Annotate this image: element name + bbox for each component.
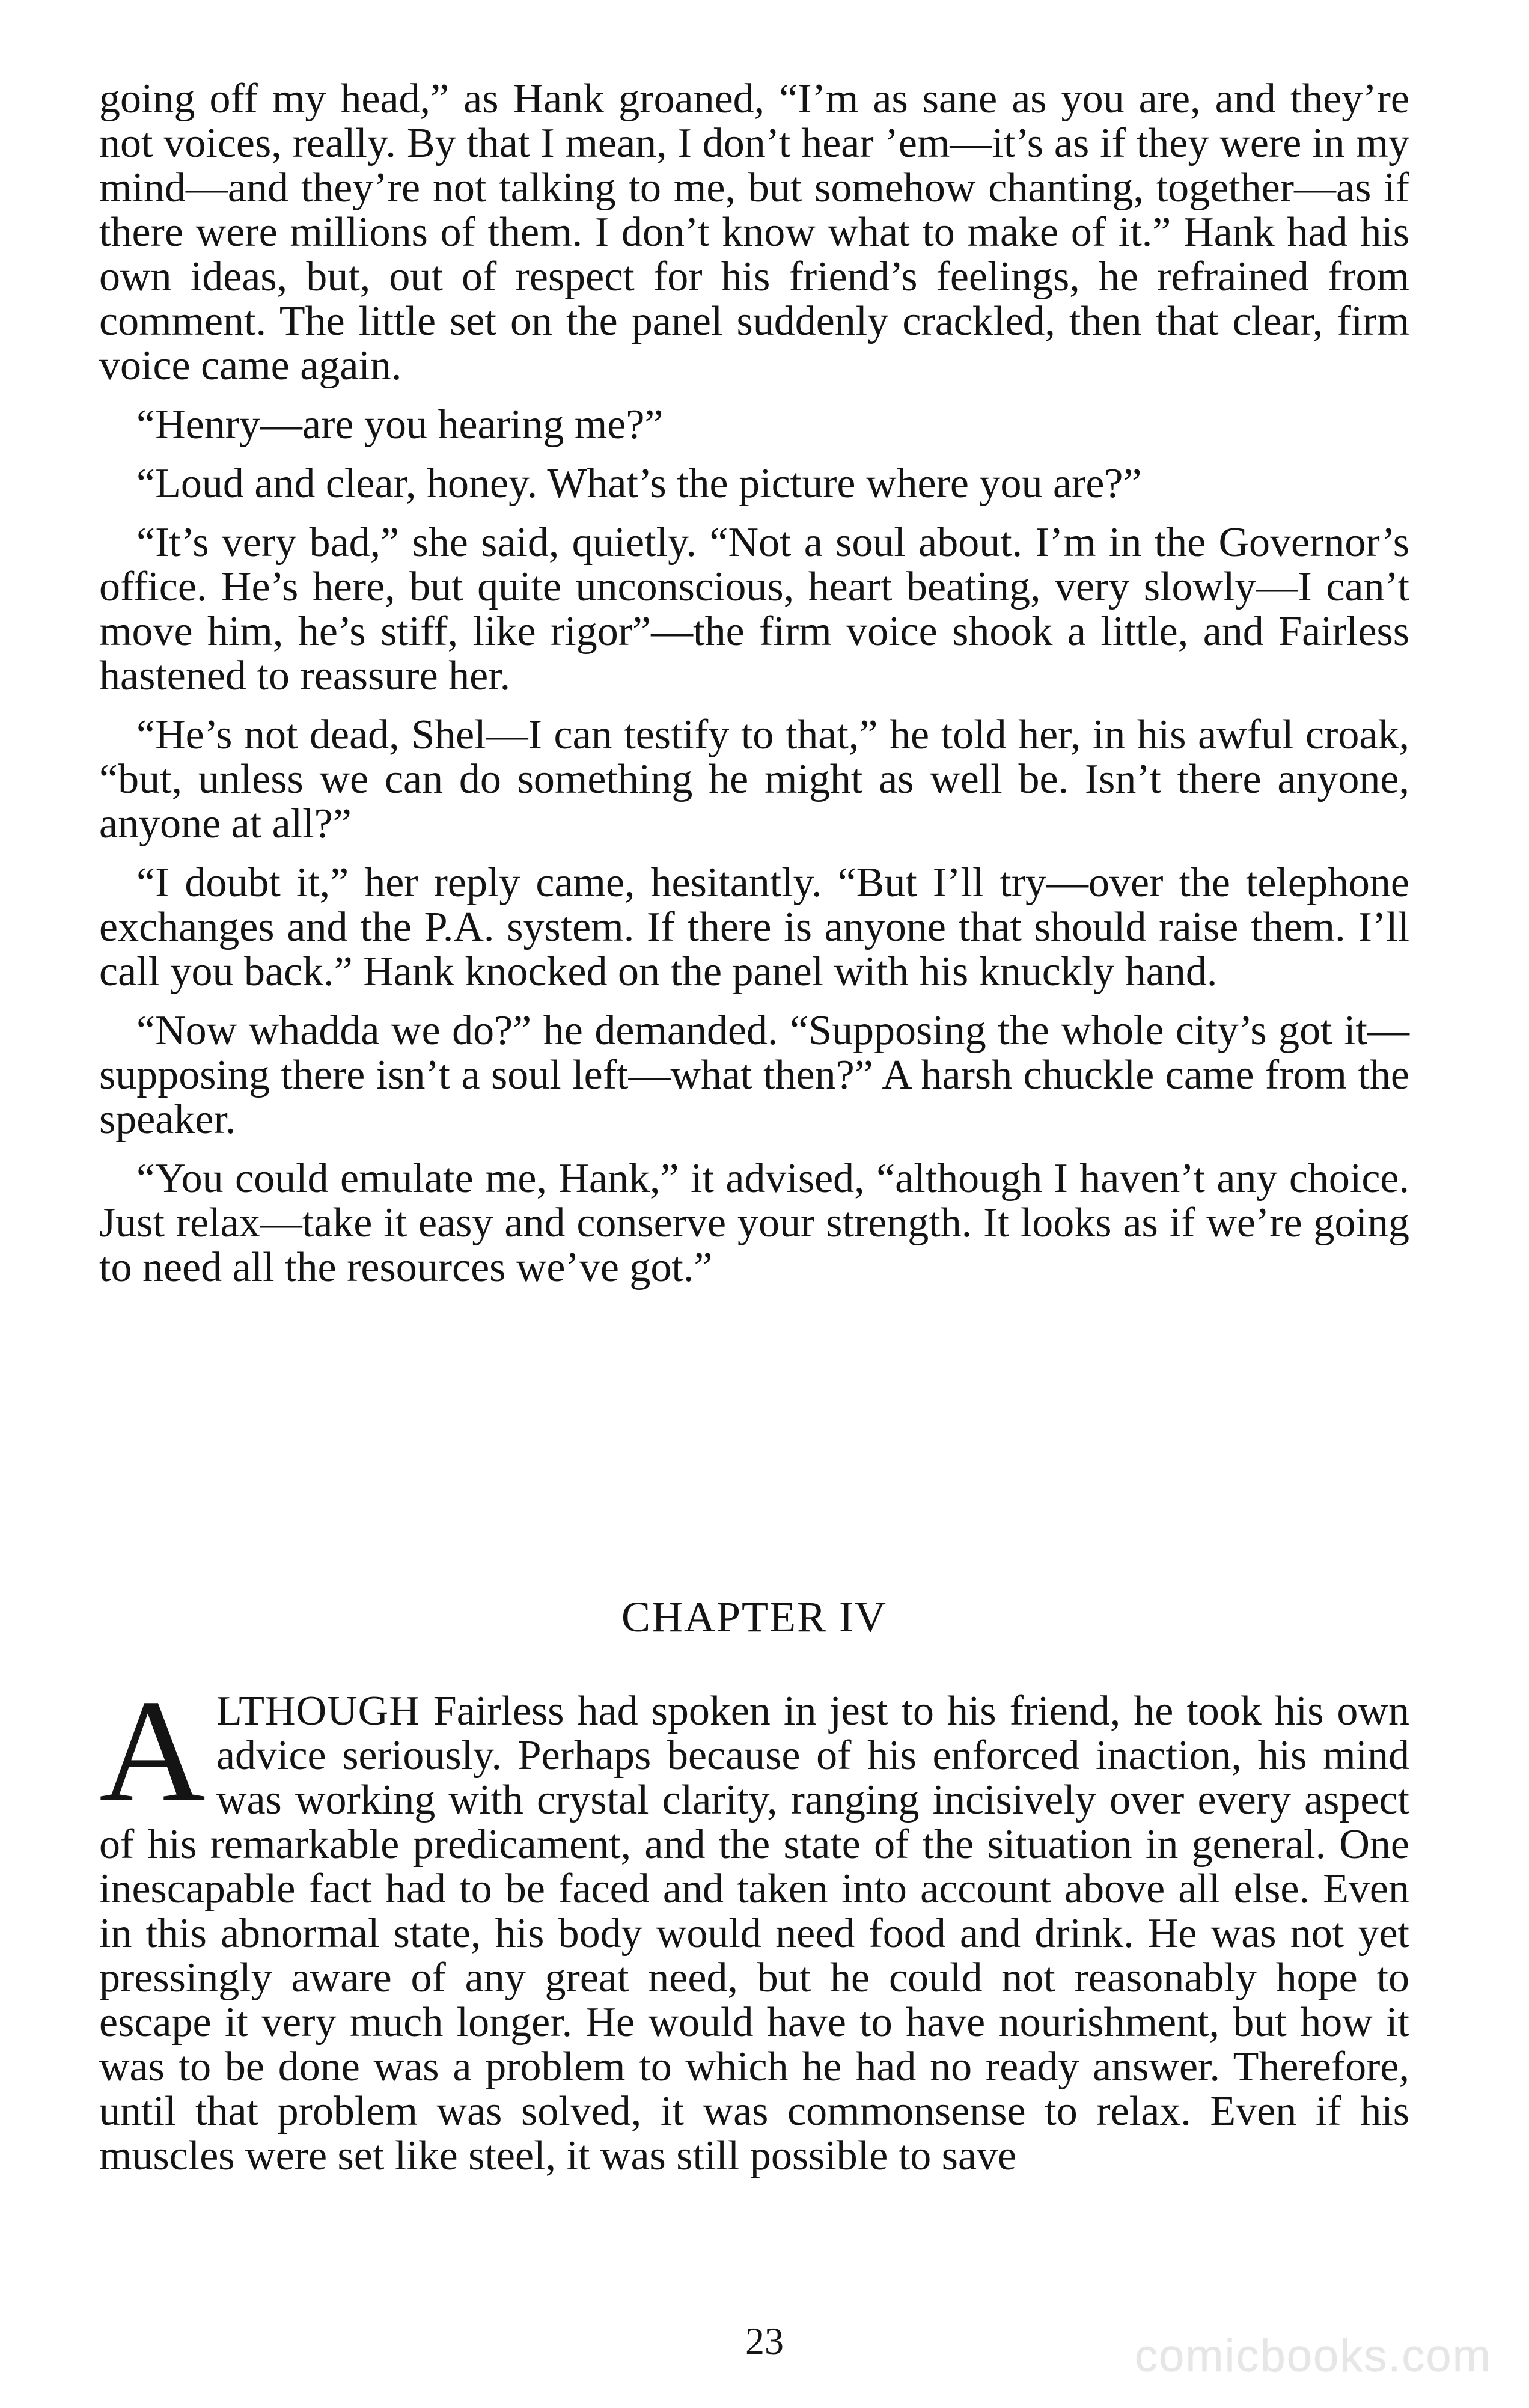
page-number: 23: [745, 2320, 784, 2362]
chapter-heading: CHAPTER IV: [621, 1593, 887, 1641]
paragraph-continued: going off my head,” as Hank groaned, “I’m as sane as you are, and they’re not voices, really. By that I mean, I don’t hear ’em—it’s as if they were in my mind—and they’re not talking to me, but somehow chanting, together—as if there were millions of them. I don’t know what to make of it.” Hank had his own ideas, but, out of respect for his friend’s feelings, he refrained from comment. The little set on the panel suddenly crackled, then that clear, firm voice came again.: [99, 76, 1409, 389]
paragraph: “He’s not dead, Shel—I can testify to that,” he told her, in his awful croak, “but, unless we can do something he might as well be. Isn’t there anyone, anyone at all?”: [99, 712, 1409, 847]
chapter-lead-word: LTHOUGH: [216, 1688, 420, 1734]
drop-cap: A: [99, 1669, 206, 1832]
body-text: [99, 77, 1409, 1290]
paragraph: “It’s very bad,” she said, quietly. “Not a soul about. I’m in the Governor’s office. He’s here, but quite unconscious, heart beating, very slowly—I can’t move him, he’s stiff, like rigor”—the firm voice shook a little, and Fairless hastened to reassure her.: [99, 519, 1409, 699]
paragraph: “Loud and clear, honey. What’s the picture where you are?”: [136, 460, 1142, 507]
paragraph: “You could emulate me, Hank,” it advised, “although I haven’t any choice. Just relax—take it easy and conserve your strength. It looks as if we’re going to need all the resources we’ve got.”: [99, 1155, 1409, 1291]
watermark: comicbooks.com: [1135, 2330, 1492, 2382]
paragraph: “Henry—are you hearing me?”: [136, 402, 664, 448]
paragraph: “I doubt it,” her reply came, hesitantly. “But I’ll try—over the telephone exchanges and the P.A. system. If there is anyone that should raise them. I’ll call you back.” Hank knocked on the panel with his knuckly hand.: [99, 860, 1409, 995]
chapter-text: Fairless had spoken in jest to his friend, he took his own advice seriously. Perhaps because of his enforced inaction, his mind was working with crystal clarity, ranging incisively over every aspect of his remarkable predicament, and the state of the situation in general. One inescapable fact had to be faced and taken into account above all else. Even in this abnormal state, his body would need food and drink. He was not yet pressingly aware of any great need, but he could not reasonably hope to escape it very much longer. He would have to have nourishment, but how it was to be done was a problem to which he had no ready answer. Therefore, until that problem was solved, it was commonsense to relax. Even if his muscles were set like steel, it was still possible to save: [99, 1688, 1409, 2179]
chapter-first-paragraph: [99, 1669, 1409, 2179]
chapter-opening: [99, 1669, 1409, 2179]
paragraph: “Now whadda we do?” he demanded. “Supposing the whole city’s got it—supposing there isn’t a soul left—what then?” A harsh chuckle came from the speaker.: [99, 1007, 1409, 1143]
